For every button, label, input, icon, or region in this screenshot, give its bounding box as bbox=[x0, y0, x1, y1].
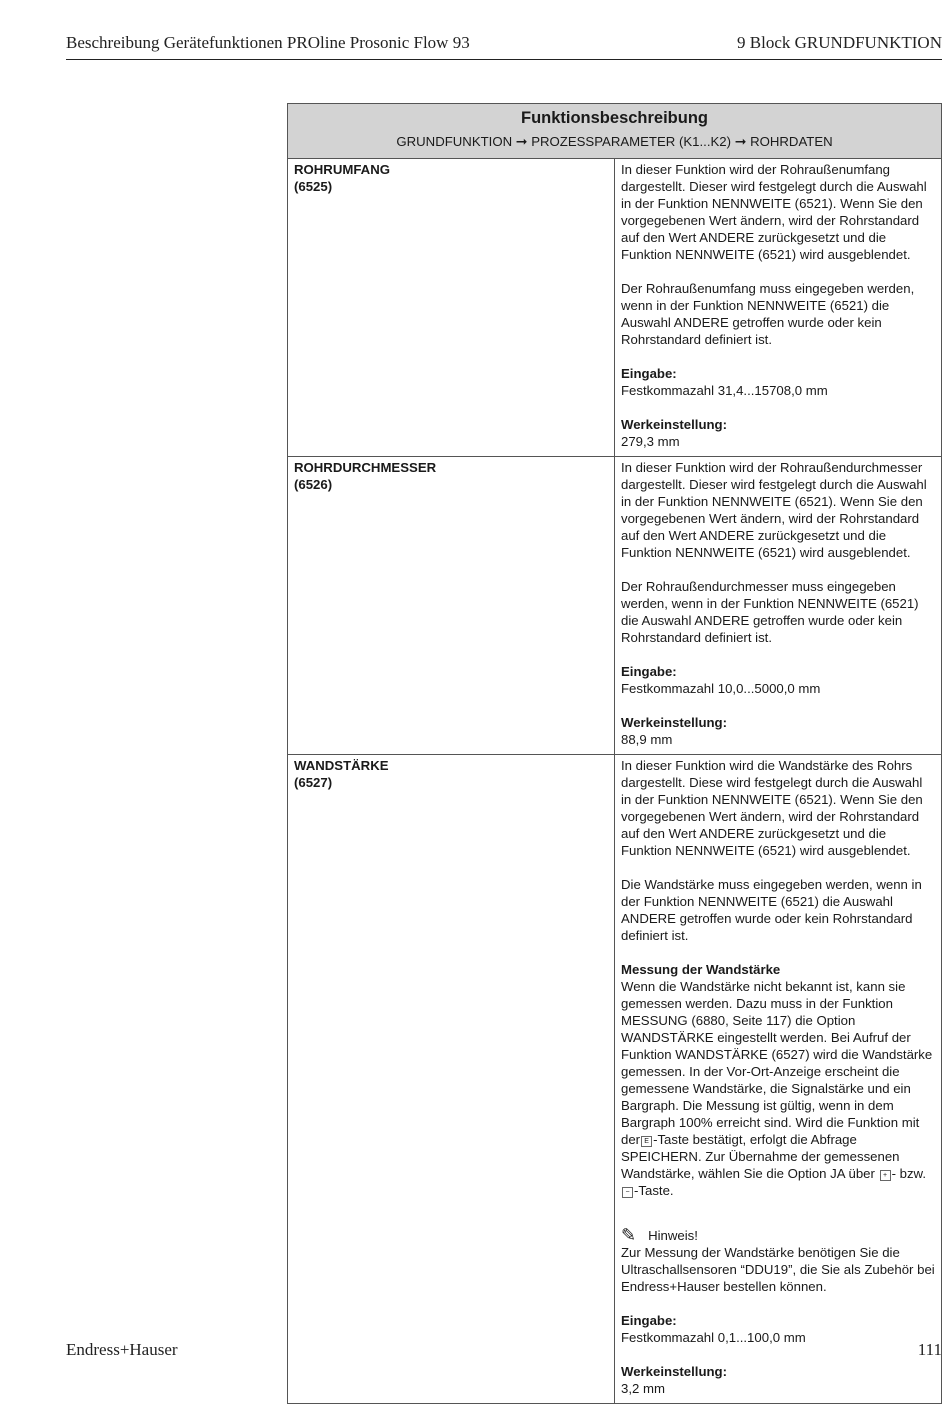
default-value: 3,2 mm bbox=[621, 1381, 665, 1396]
description-paragraph: Der Rohraußenumfang muss eingegeben werden, wenn in der Funktion NENNWEITE (6521) die Auswahl ANDERE getroffen wurde oder kein Rohrstandard definiert ist. bbox=[621, 281, 915, 347]
default-section bbox=[621, 416, 935, 450]
description-paragraph: Die Wandstärke muss eingegeben werden, wenn in der Funktion NENNWEITE (6521) die Auswahl ANDERE getroffen wurde oder kein Rohrstandard definiert ist. bbox=[621, 877, 922, 943]
page-footer bbox=[66, 1340, 942, 1364]
measurement-label: Messung der Wandstärke bbox=[621, 962, 781, 977]
measurement-text: - bzw. bbox=[891, 1166, 927, 1181]
description-paragraph: In dieser Funktion wird der Rohraußenumfang dargestellt. Dieser wird festgelegt durch die Auswahl in der Funktion NENNWEITE (6521). Wenn Sie den vorgegebenen Wert ändern, wird der Rohrstandard auf den Wert ANDERE zurückgesetzt und die Funktion NENNWEITE (6521) wird ausgeblendet. bbox=[621, 162, 927, 262]
table-title: Funktionsbeschreibung bbox=[520, 109, 708, 127]
hint-label: Hinweis! bbox=[648, 1228, 698, 1243]
function-description-cell bbox=[615, 159, 942, 457]
menu-path bbox=[294, 133, 935, 150]
table-row-rohrumfang bbox=[288, 159, 942, 457]
header-document-title: Beschreibung Gerätefunktionen PROline Prosonic Flow 93 bbox=[66, 33, 470, 52]
function-name-cell bbox=[288, 755, 615, 1404]
input-label: Eingabe: bbox=[621, 664, 677, 679]
table-row-rohrdurchmesser bbox=[288, 457, 942, 755]
enter-key-icon: E bbox=[641, 1136, 652, 1147]
minus-key-icon: − bbox=[622, 1187, 633, 1198]
path-item-grundfunktion: GRUNDFUNKTION bbox=[396, 134, 513, 149]
default-value: 88,9 mm bbox=[621, 732, 673, 747]
arrow-right-icon: ➞ bbox=[515, 133, 528, 149]
function-name: ROHRUMFANG bbox=[294, 162, 390, 177]
input-value: Festkommazahl 31,4...15708,0 mm bbox=[621, 383, 828, 398]
description-paragraph: In dieser Funktion wird die Wandstärke des Rohrs dargestellt. Diese wird festgelegt durch die Auswahl in der Funktion NENNWEITE (6521). Wenn Sie den vorgegebenen Wert ändern, wird der Rohrstandard auf den Wert ANDERE zurückgesetzt und die Funktion NENNWEITE (6521) wird ausgeblendet. bbox=[621, 758, 923, 858]
function-description-cell bbox=[615, 755, 942, 1404]
function-description-table bbox=[287, 103, 942, 1404]
function-code: (6527) bbox=[294, 775, 333, 790]
function-code: (6525) bbox=[294, 179, 333, 194]
default-label: Werkeinstellung: bbox=[621, 1364, 728, 1379]
table-row-wandstaerke bbox=[288, 755, 942, 1404]
input-value: Festkommazahl 0,1...100,0 mm bbox=[621, 1330, 806, 1345]
function-name-cell bbox=[288, 457, 615, 755]
input-section bbox=[621, 365, 935, 399]
measurement-section bbox=[621, 961, 935, 1199]
function-description-cell bbox=[615, 457, 942, 755]
page-header bbox=[66, 31, 942, 60]
pencil-note-icon: ✎ bbox=[621, 1225, 637, 1245]
table-header-row bbox=[288, 104, 942, 159]
function-name: WANDSTÄRKE bbox=[294, 758, 389, 773]
measurement-text: Wenn die Wandstärke nicht bekannt ist, kann sie gemessen werden. Dazu muss in der Funktion MESSUNG (6880, Seite 117) die Option WANDSTÄRKE eingestellt werden. Bei Aufruf der Funktion WANDSTÄRKE (6527) wird die Wandstärke gemessen. In der Vor-Ort-Anzeige erscheint die gemessene Wandstärke, die Signalstärke und ein Bargraph. Die Messung ist gültig, wenn in dem Bargraph 100% erreicht sind. Wird die Funktion mit der bbox=[621, 979, 933, 1147]
input-section bbox=[621, 663, 935, 697]
input-label: Eingabe: bbox=[621, 1313, 677, 1328]
function-code: (6526) bbox=[294, 477, 333, 492]
header-chapter-title: 9 Block GRUNDFUNKTION bbox=[737, 33, 942, 52]
default-value: 279,3 mm bbox=[621, 434, 680, 449]
hint-text: Zur Messung der Wandstärke benötigen Sie die Ultraschallsensoren “DDU19”, die Sie als Zubehör bei Endress+Hauser bestellen können. bbox=[621, 1245, 935, 1294]
measurement-text: -Taste. bbox=[634, 1183, 674, 1198]
footer-company: Endress+Hauser bbox=[66, 1340, 178, 1359]
table-header bbox=[288, 104, 942, 159]
path-item-prozessparameter: PROZESSPARAMETER (K1...K2) bbox=[531, 134, 732, 149]
function-name: ROHRDURCHMESSER bbox=[294, 460, 437, 475]
default-section bbox=[621, 714, 935, 748]
path-item-rohrdaten: ROHRDATEN bbox=[750, 134, 833, 149]
plus-key-icon: + bbox=[880, 1170, 891, 1181]
measurement-text: -Taste bestätigt, erfolgt die Abfrage SPEICHERN. Zur Übernahme der gemessenen Wandstärke, wählen Sie die Option JA über bbox=[621, 1132, 900, 1181]
default-label: Werkeinstellung: bbox=[621, 417, 728, 432]
default-section bbox=[621, 1363, 935, 1397]
default-label: Werkeinstellung: bbox=[621, 715, 728, 730]
function-name-cell bbox=[288, 159, 615, 457]
arrow-right-icon: ➞ bbox=[734, 133, 747, 149]
input-label: Eingabe: bbox=[621, 366, 677, 381]
page-number: 111 bbox=[917, 1340, 942, 1359]
input-value: Festkommazahl 10,0...5000,0 mm bbox=[621, 681, 821, 696]
description-paragraph: Der Rohraußendurchmesser muss eingegeben werden, wenn in der Funktion NENNWEITE (6521) die Auswahl ANDERE getroffen wurde oder kein Rohrstandard definiert ist. bbox=[621, 579, 919, 645]
description-paragraph: In dieser Funktion wird der Rohraußendurchmesser dargestellt. Dieser wird festgelegt durch die Auswahl in der Funktion NENNWEITE (6521). Wenn Sie den vorgegebenen Wert ändern, wird der Rohrstandard auf den Wert ANDERE zurückgesetzt und die Funktion NENNWEITE (6521) wird ausgeblendet. bbox=[621, 460, 927, 560]
hint-section bbox=[621, 1227, 935, 1295]
